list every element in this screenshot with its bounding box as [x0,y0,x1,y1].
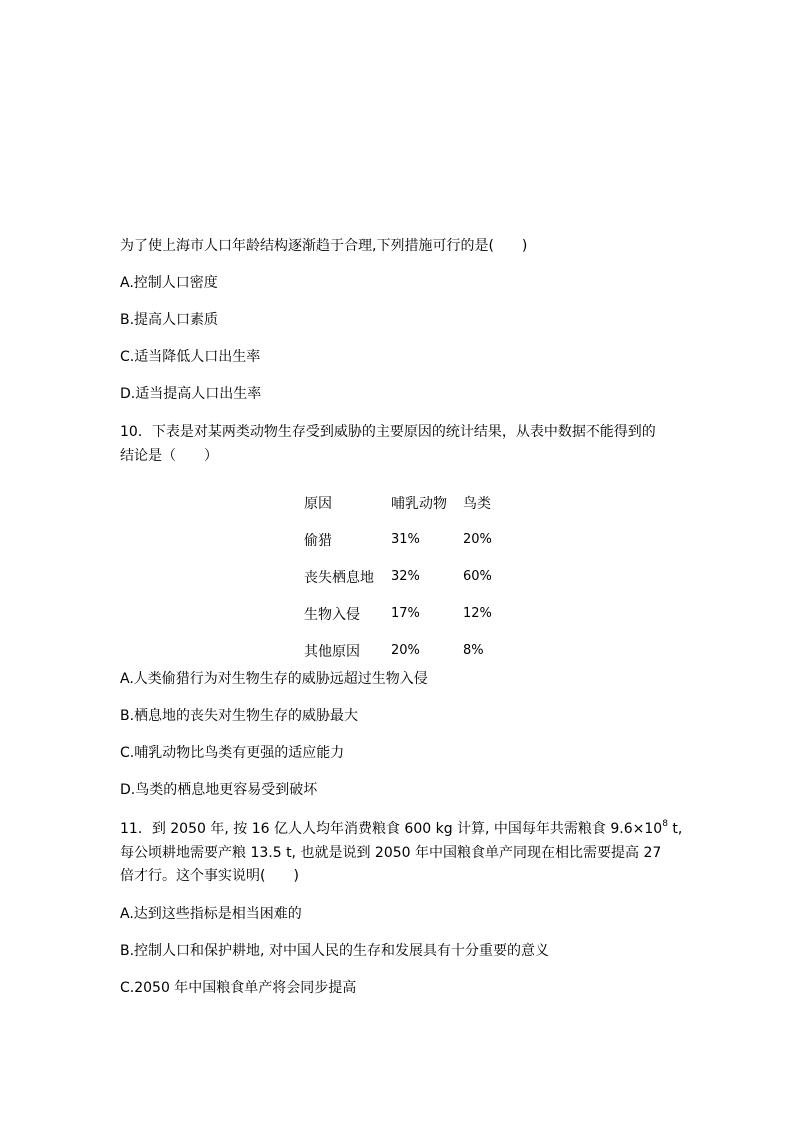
q11-option-a: A.达到这些指标是相当困难的 [120,906,302,922]
table-cell-cause: 丧失栖息地 [304,569,374,586]
table-cell-cause: 生物入侵 [304,606,360,623]
table-row [304,595,523,632]
table-cell-mammals: 20% [391,643,420,658]
table-cell-mammals: 32% [391,569,420,584]
q11-option-c: C.2050 年中国粮食单产将会同步提高 [120,980,357,996]
q11-stem-line1 [120,819,682,839]
q9-option-c: C.适当降低人口出生率 [120,349,261,365]
q10-option-d: D.鸟类的栖息地更容易受到破坏 [120,782,318,798]
table-cell-cause: 其他原因 [304,643,360,660]
q11-option-b: B.控制人口和保护耕地, 对中国人民的生存和发展具有十分重要的意义 [120,943,549,959]
q11-stem-line2: 每公顷耕地需要产粮 13.5 t, 也就是说到 2050 年中国粮食单产同现在相比需要提高 27 [120,845,662,861]
table-cell-mammals: 17% [391,606,420,621]
q9-option-a: A.控制人口密度 [120,275,218,291]
q9-option-d: D.适当提高人口出生率 [120,386,262,402]
table-header-row [304,484,523,521]
threat-causes-table [304,484,523,669]
table-cell-birds: 8% [463,643,484,658]
table-cell-mammals: 31% [391,532,420,547]
q10-option-c: C.哺乳动物比鸟类有更强的适应能力 [120,745,345,761]
table-row [304,558,523,595]
q9-option-b: B.提高人口素质 [120,312,219,328]
table-header-birds: 鸟类 [463,495,491,512]
table-cell-birds: 60% [463,569,492,584]
q11-exponent: 8 [662,819,668,829]
table-cell-birds: 20% [463,532,492,547]
table-cell-cause: 偷猎 [304,532,332,549]
table-header-cause: 原因 [304,495,332,512]
q11-stem-line1-unit: t, [667,821,683,837]
q10-option-b: B.栖息地的丧失对生物生存的威胁最大 [120,708,359,724]
q10-option-a: A.人类偷猎行为对生物生存的威胁远超过生物入侵 [120,671,428,687]
table-header-mammals: 哺乳动物 [391,495,447,512]
q9-stem: 为了使上海市人口年龄结构逐渐趋于合理,下列措施可行的是( ) [120,238,528,254]
q10-stem-line2: 结论是（ ） [120,448,218,464]
table-row [304,632,523,669]
table-cell-birds: 12% [463,606,492,621]
q10-stem-line1: 10．下表是对某两类动物生存受到威胁的主要原因的统计结果，从表中数据不能得到的 [120,424,656,440]
q11-stem-line1-text: 11．到 2050 年, 按 16 亿人人均年消费粮食 600 kg 计算, 中国每年共需粮食 9.6×10 [120,821,663,837]
table-row [304,521,523,558]
q11-stem-line3: 倍才行。这个事实说明( ) [120,868,299,884]
